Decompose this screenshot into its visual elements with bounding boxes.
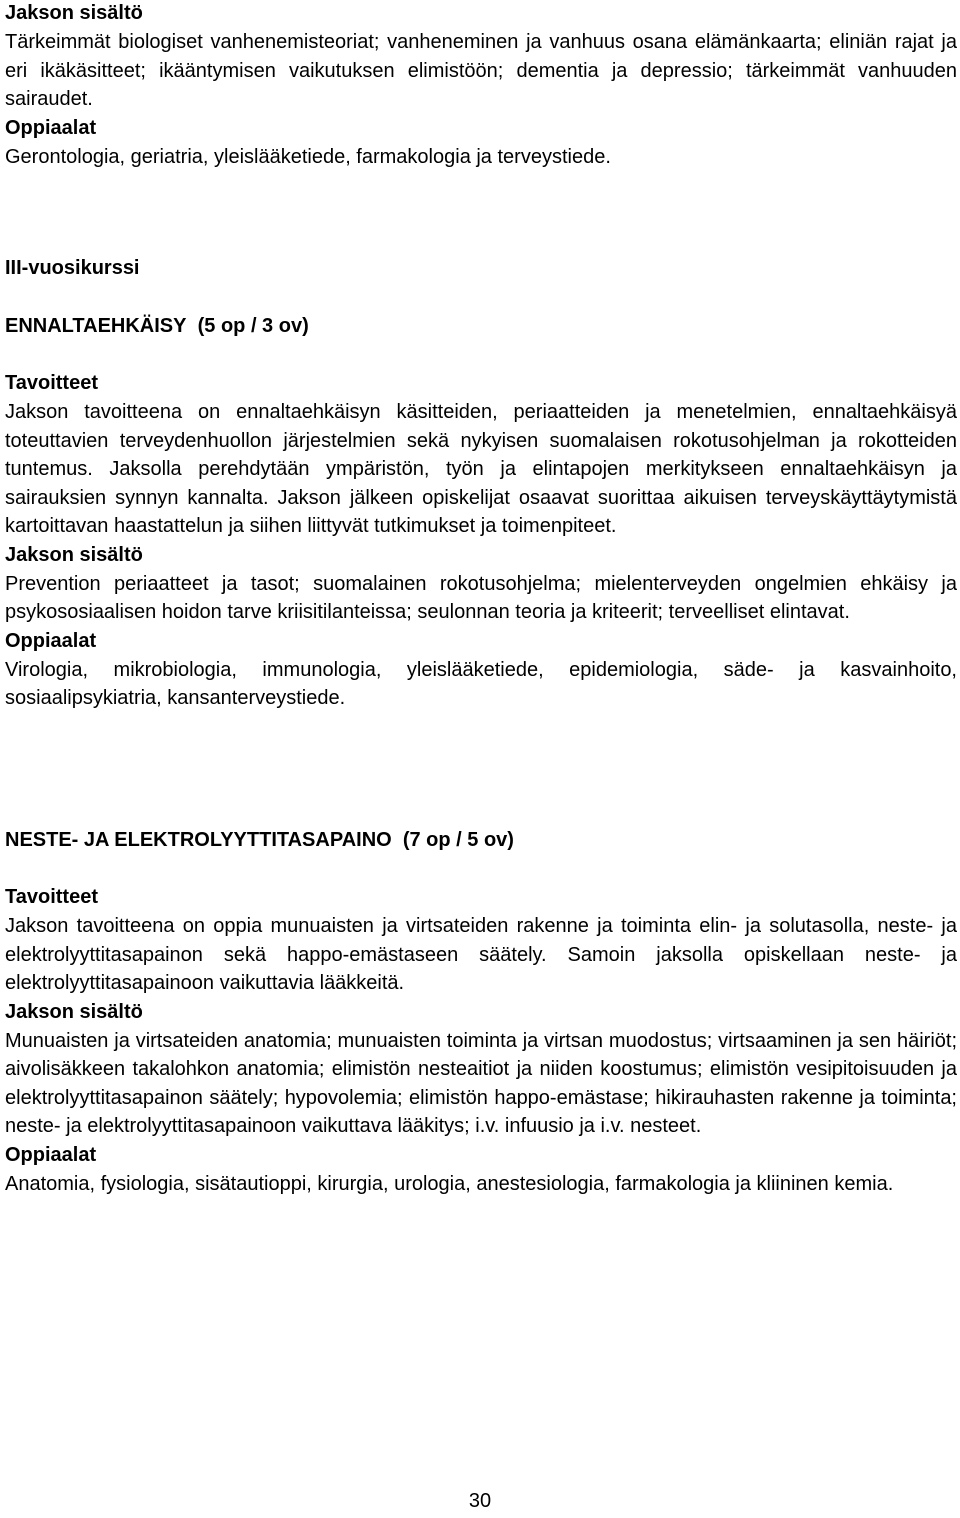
subjects-text: Anatomia, fysiologia, sisätautioppi, kirurgia, urologia, anestesiologia, farmakologia ja kliininen kemia. [5, 1172, 894, 1195]
course-title [5, 826, 957, 855]
subjects-heading: Oppiaalat [5, 629, 97, 652]
course-name: ENNALTAEHKÄISY [5, 315, 187, 337]
top-section [5, 0, 957, 171]
goals-text: Jakson tavoitteena on oppia munuaisten ja virtsateiden rakenne ja toiminta elin- ja solutasolla, neste- ja elektrolyyttitasapainon sekä happo-emästaseen säätely. Samoin jaksolla opiskellaan neste- ja elektrolyyttitasapainoon vaikuttavia lääkkeitä. [5, 915, 957, 994]
goals-heading: Tavoitteet [5, 372, 98, 394]
course-neste-ja-elektrolyyttitasapaino [5, 826, 957, 1198]
page-number: 30 [468, 1490, 492, 1512]
course-title [5, 312, 957, 341]
content-heading: Jakson sisältö [5, 2, 143, 24]
content-text: Tärkeimmät biologiset vanhenemisteoriat; vanheneminen ja vanhuus osana elämänkaarta; eliniän rajat ja eri ikäkäsitteet; ikääntymisen vaikutuksen elimistöön; dementia ja depressio; tärkeimmät vanhuuden sairaudet. [5, 31, 957, 110]
course-credits: (7 op / 5 ov) [402, 829, 514, 851]
course-credits: (5 op / 3 ov) [197, 315, 309, 337]
subjects-text: Gerontologia, geriatria, yleislääketiede, farmakologia ja terveystiede. [5, 145, 611, 168]
course-name: NESTE- JA ELEKTROLYYTTITASAPAINO [5, 829, 392, 851]
course-ennaltaehkaisy [5, 312, 957, 713]
goals-text: Jakson tavoitteena on ennaltaehkäisyn käsitteiden, periaatteiden ja menetelmien, ennaltaehkäisyä toteuttavien terveydenhuollon järjestelmien sekä nykyisen suomalaisen rokotusohjelman ja rokotteiden tuntemus. Jaksolla perehdytään ympäristön, työn ja elintapojen merkitykseen ennaltaehkäisyn ja sairauksien synnyn kannalta. Jakson jälkeen opiskelijat osaavat suorittaa aikuisen terveyskäyttäytymistä kartoittavan haastattelun ja siihen liittyvät tutkimukset ja toimenpiteet. [5, 401, 957, 537]
content-heading: Jakson sisältö [5, 543, 143, 566]
subjects-text: Virologia, mikrobiologia, immunologia, yleislääketiede, epidemiologia, säde- ja kasvainhoito, sosiaalipsykiatria, kansanterveystiede. [5, 658, 957, 709]
subjects-heading: Oppiaalat [5, 116, 97, 139]
content-heading: Jakson sisältö [5, 1000, 143, 1023]
content-text: Prevention periaatteet ja tasot; suomalainen rokotusohjelma; mielenterveyden ongelmien ehkäisy ja psykososiaalisen hoidon tarve kriisitilanteissa; seulonnan teoria ja kriteerit; terveelliset elintavat. [5, 572, 957, 623]
subjects-heading: Oppiaalat [5, 1143, 97, 1166]
year-heading: III-vuosikurssi [5, 257, 140, 279]
content-text: Munuaisten ja virtsateiden anatomia; munuaisten toiminta ja virtsan muodostus; virtsaaminen ja sen häiriöt; aivolisäkkeen takalohkon anatomia; elimistön nesteaitiot ja niiden koostumus; elimistön vesipitoisuuden ja elektrolyyttitasapainon säätely; hypovolemia; elimistön happo-emästase; hikirauhasten rakenne ja toiminta; neste- ja elektrolyyttitasapainoon vaikuttava lääkitys; i.v. infuusio ja i.v. nesteet. [5, 1029, 957, 1137]
goals-heading: Tavoitteet [5, 886, 98, 908]
